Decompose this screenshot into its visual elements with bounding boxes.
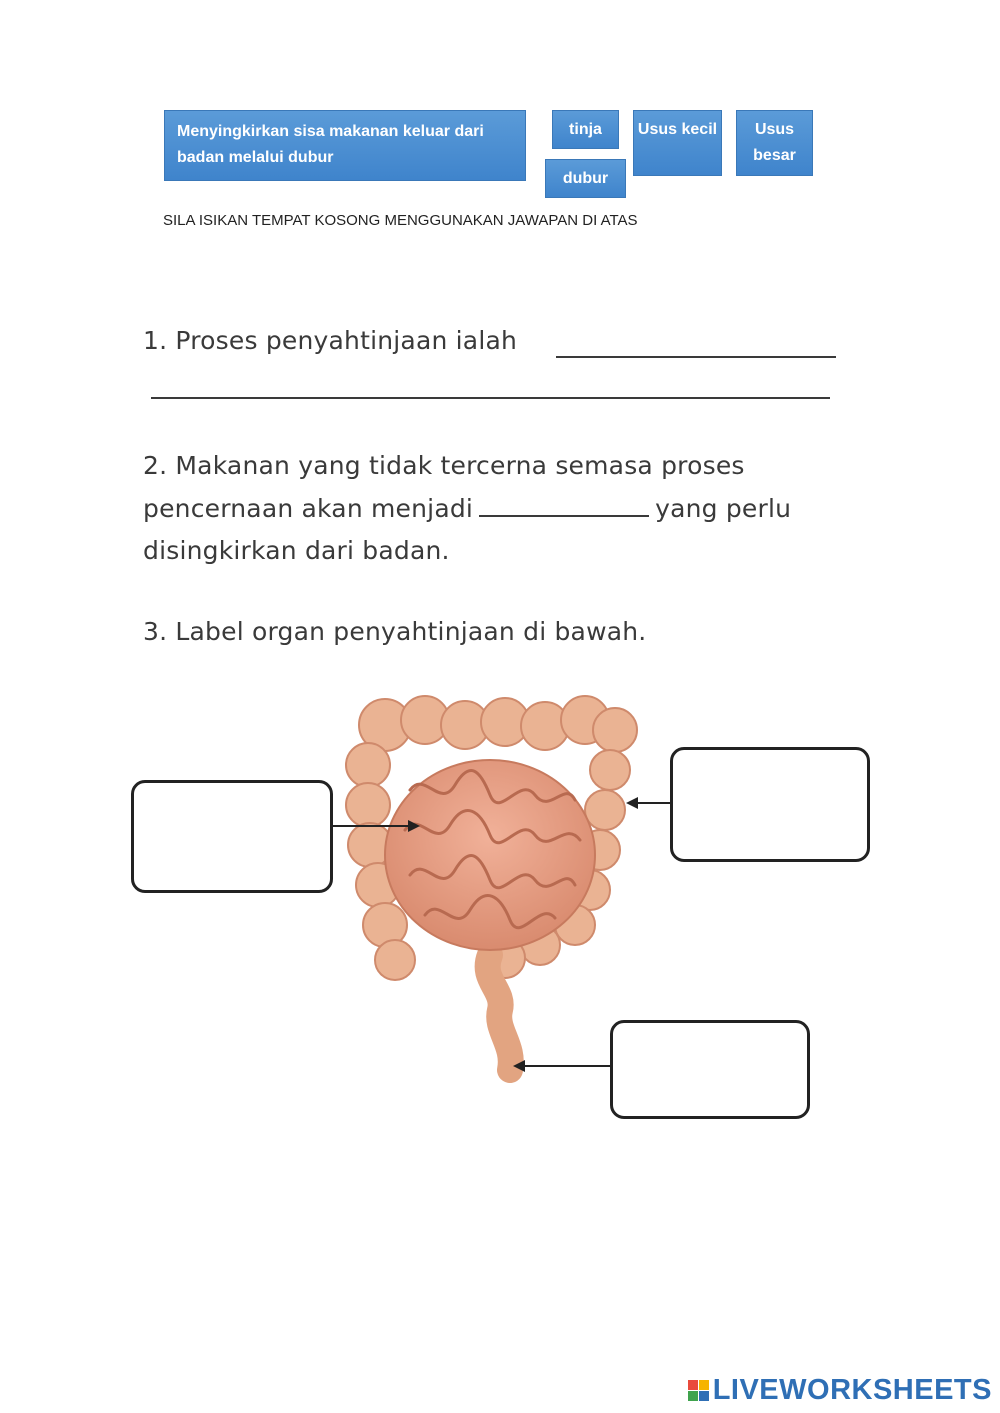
question-3: 3. Label organ penyahtinjaan di bawah. (143, 617, 647, 646)
q2-text-before: pencernaan akan menjadi (143, 494, 474, 523)
answer-chip-tinja[interactable]: tinja (552, 110, 619, 149)
answer-chip-definition[interactable]: Menyingkirkan sisa makanan keluar dari badan melalui dubur (164, 110, 526, 181)
question-1: 1. Proses penyahtinjaan ialah (143, 326, 518, 355)
logo-text: LIVEWORKSHEETS (712, 1374, 992, 1406)
arrow-right-head (626, 797, 638, 809)
question-2-line-1: 2. Makanan yang tidak tercerna semasa proses (143, 451, 745, 480)
arrow-bottom-head (513, 1060, 525, 1072)
q2-text-after: yang perlu (655, 494, 792, 523)
answer-chip-usus-besar[interactable]: Usus besar (736, 110, 813, 176)
answer-chip-dubur[interactable]: dubur (545, 159, 626, 198)
question-2-line-3: disingkirkan dari badan. (143, 536, 450, 565)
logo-mark-icon (688, 1380, 709, 1401)
answer-chip-usus-kecil[interactable]: Usus kecil (633, 110, 722, 176)
arrow-left-head (408, 820, 420, 832)
instruction-text: SILA ISIKAN TEMPAT KOSONG MENGGUNAKAN JAWAPAN DI ATAS (163, 212, 638, 229)
liveworksheets-logo (688, 1374, 992, 1407)
